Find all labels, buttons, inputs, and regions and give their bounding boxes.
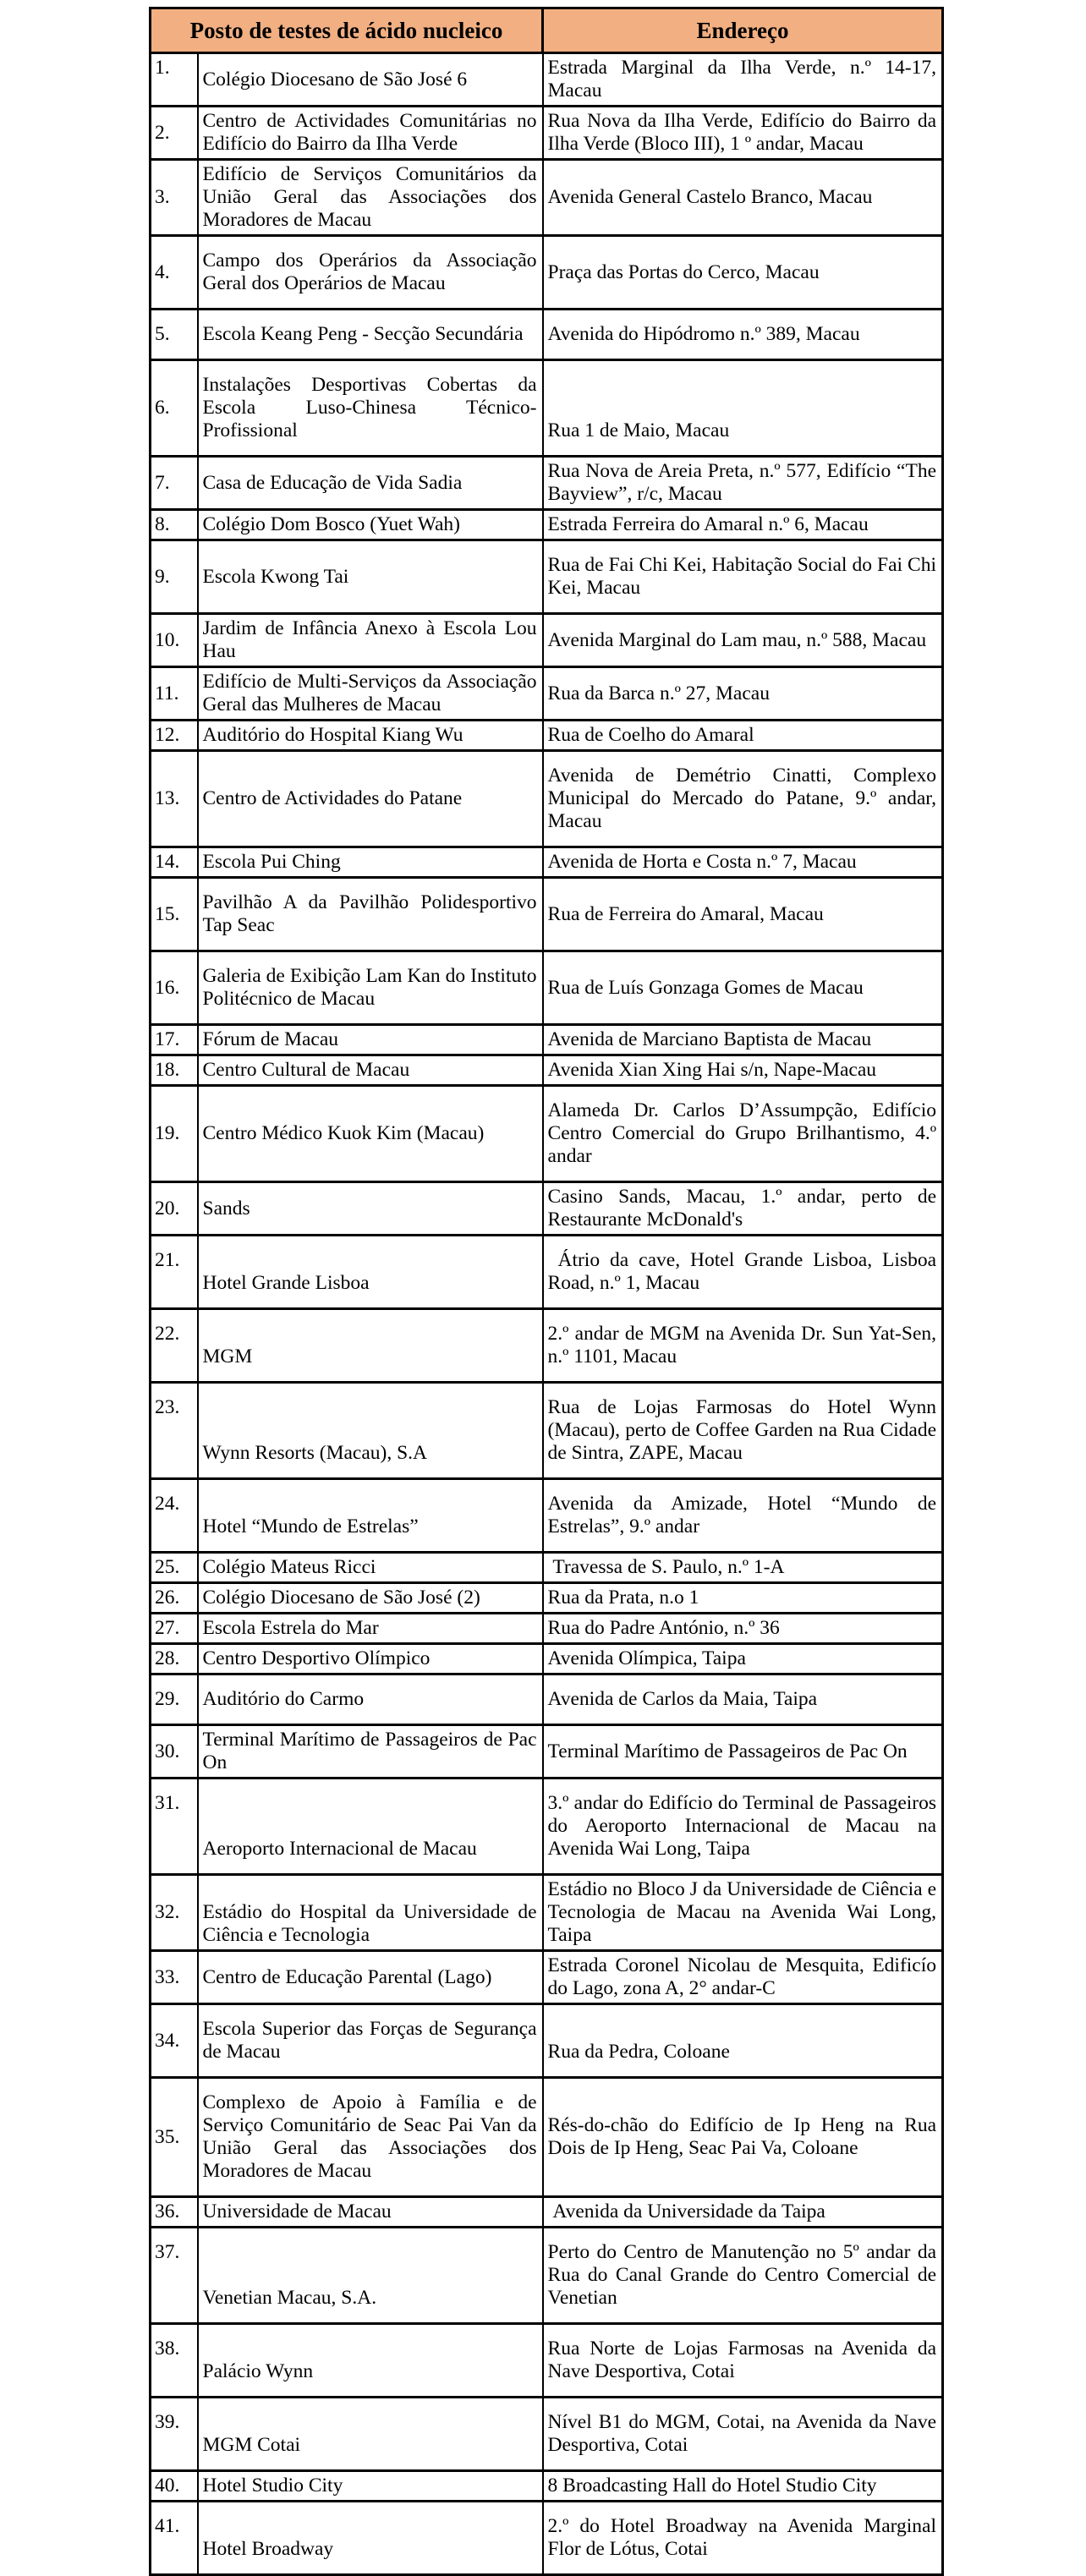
table-row [151,667,943,721]
table-row [151,1674,943,1725]
table-row [151,1025,943,1055]
row-number-cell: 21. [151,1236,198,1309]
address-cell: Rua de Ferreira do Amaral, Macau [543,878,943,951]
address-cell: Avenida de Horta e Costa n.º 7, Macau [543,847,943,878]
row-number-cell: 19. [151,1086,198,1182]
row-number-cell: 10. [151,614,198,667]
post-name-cell: Galeria de Exibição Lam Kan do Instituto Politécnico de Macau [198,951,543,1025]
row-number-cell: 9. [151,540,198,614]
table-body [151,53,943,2575]
row-number-cell: 30. [151,1725,198,1779]
post-name-cell: Colégio Dom Bosco (Yuet Wah) [198,510,543,540]
row-number-cell: 16. [151,951,198,1025]
row-number-cell: 4. [151,236,198,310]
address-cell: Praça das Portas do Cerco, Macau [543,236,943,310]
row-number-cell: 18. [151,1055,198,1086]
row-number-cell: 12. [151,721,198,751]
table-row [151,1182,943,1236]
post-name-cell: Estádio do Hospital da Universidade de Ciência e Tecnologia [198,1875,543,1951]
table-row [151,1779,943,1875]
table-row [151,1725,943,1779]
table-row [151,53,943,107]
post-name-cell: Colégio Diocesano de São José 6 [198,53,543,107]
address-cell: Rua Nova de Areia Preta, n.º 577, Edifício “The Bayview”, r/c, Macau [543,457,943,510]
row-number-cell: 39. [151,2398,198,2471]
table-row [151,1479,943,1553]
address-cell: 3.º andar do Edifício do Terminal de Passageiros do Aeroporto Internacional de Macau na Avenida Wai Long, Taipa [543,1779,943,1875]
row-number-cell: 20. [151,1182,198,1236]
row-number-cell: 35. [151,2078,198,2197]
row-number-cell: 7. [151,457,198,510]
row-number-cell: 22. [151,1309,198,1383]
post-name-cell: Auditório do Carmo [198,1674,543,1725]
address-cell: Rua da Pedra, Coloane [543,2004,943,2078]
row-number-cell: 40. [151,2471,198,2502]
row-number-cell: 37. [151,2228,198,2324]
table-row [151,614,943,667]
post-name-cell: Venetian Macau, S.A. [198,2228,543,2324]
post-name-cell: Centro Cultural de Macau [198,1055,543,1086]
table-row [151,1236,943,1309]
post-column-header: Posto de testes de ácido nucleico [151,8,543,53]
row-number-cell: 32. [151,1875,198,1951]
table-row [151,1614,943,1644]
address-cell: 8 Broadcasting Hall do Hotel Studio City [543,2471,943,2502]
table-row [151,1553,943,1583]
row-number-cell: 6. [151,360,198,457]
post-name-cell: Wynn Resorts (Macau), S.A [198,1383,543,1479]
post-name-cell: Colégio Mateus Ricci [198,1553,543,1583]
post-name-cell: Centro de Actividades Comunitárias no Edifício do Bairro da Ilha Verde [198,107,543,160]
table-row [151,2471,943,2502]
post-name-cell: Universidade de Macau [198,2197,543,2228]
address-cell: Avenida Xian Xing Hai s/n, Nape-Macau [543,1055,943,1086]
address-cell: Avenida da Amizade, Hotel “Mundo de Estrelas”, 9.º andar [543,1479,943,1553]
row-number-cell: 33. [151,1951,198,2004]
post-name-cell: Hotel “Mundo de Estrelas” [198,1479,543,1553]
address-cell: Estrada Marginal da Ilha Verde, n.º 14-17, Macau [543,53,943,107]
table-row [151,1644,943,1674]
post-name-cell: Escola Estrela do Mar [198,1614,543,1644]
table-row [151,878,943,951]
address-cell: Rua do Padre António, n.º 36 [543,1614,943,1644]
row-number-cell: 2. [151,107,198,160]
row-number-cell: 27. [151,1614,198,1644]
table-row [151,2398,943,2471]
address-cell: Rua de Coelho do Amaral [543,721,943,751]
table-row [151,2078,943,2197]
address-cell: Perto do Centro de Manutenção no 5º andar da Rua do Canal Grande do Centro Comercial de Venetian [543,2228,943,2324]
table-row [151,1875,943,1951]
row-number-cell: 36. [151,2197,198,2228]
post-name-cell: Colégio Diocesano de São José (2) [198,1583,543,1614]
post-name-cell: Jardim de Infância Anexo à Escola Lou Hau [198,614,543,667]
post-name-cell: Pavilhão A da Pavilhão Polidesportivo Tap Seac [198,878,543,951]
row-number-cell: 13. [151,751,198,847]
post-name-cell: Campo dos Operários da Associação Geral dos Operários de Macau [198,236,543,310]
address-cell: Avenida de Carlos da Maia, Taipa [543,1674,943,1725]
row-number-cell: 15. [151,878,198,951]
address-cell: Travessa de S. Paulo, n.º 1-A [543,1553,943,1583]
address-cell: Avenida General Castelo Branco, Macau [543,160,943,236]
post-name-cell: Edifício de Multi-Serviços da Associação Geral das Mulheres de Macau [198,667,543,721]
post-name-cell: Complexo de Apoio à Família e de Serviço Comunitário de Seac Pai Van da União Geral das Associações dos Moradores de Macau [198,2078,543,2197]
post-name-cell: Centro Médico Kuok Kim (Macau) [198,1086,543,1182]
nucleic-acid-test-posts-table [149,7,944,2576]
table-row [151,107,943,160]
row-number-cell: 41. [151,2502,198,2575]
address-cell: Avenida de Marciano Baptista de Macau [543,1025,943,1055]
table-row [151,2228,943,2324]
address-cell: Rua de Fai Chi Kei, Habitação Social do Fai Chi Kei, Macau [543,540,943,614]
address-cell: Nível B1 do MGM, Cotai, na Avenida da Nave Desportiva, Cotai [543,2398,943,2471]
address-cell: Avenida Marginal do Lam mau, n.º 588, Macau [543,614,943,667]
address-cell: Rua da Prata, n.o 1 [543,1583,943,1614]
address-cell: Casino Sands, Macau, 1.º andar, perto de Restaurante McDonald's [543,1182,943,1236]
row-number-cell: 25. [151,1553,198,1583]
table-row [151,1086,943,1182]
address-cell: Avenida de Demétrio Cinatti, Complexo Municipal do Mercado do Patane, 9.º andar, Macau [543,751,943,847]
address-cell: Estrada Coronel Nicolau de Mesquita, Edificío do Lago, zona A, 2° andar-C [543,1951,943,2004]
address-cell: Avenida da Universidade da Taipa [543,2197,943,2228]
post-name-cell: Hotel Grande Lisboa [198,1236,543,1309]
post-name-cell: Hotel Studio City [198,2471,543,2502]
table-row [151,2324,943,2398]
table-row [151,160,943,236]
post-name-cell: Centro Desportivo Olímpico [198,1644,543,1674]
address-cell: Rua de Luís Gonzaga Gomes de Macau [543,951,943,1025]
address-cell: Átrio da cave, Hotel Grande Lisboa, Lisboa Road, n.º 1, Macau [543,1236,943,1309]
row-number-cell: 17. [151,1025,198,1055]
post-name-cell: Escola Superior das Forças de Segurança de Macau [198,2004,543,2078]
address-cell: Rua da Barca n.º 27, Macau [543,667,943,721]
table-row [151,1383,943,1479]
table-row [151,2502,943,2575]
address-cell: Rua 1 de Maio, Macau [543,360,943,457]
table-row [151,510,943,540]
row-number-cell: 23. [151,1383,198,1479]
address-cell: 2.º andar de MGM na Avenida Dr. Sun Yat-Sen, n.º 1101, Macau [543,1309,943,1383]
post-name-cell: Edifício de Serviços Comunitários da União Geral das Associações dos Moradores de Macau [198,160,543,236]
table-row [151,847,943,878]
row-number-cell: 29. [151,1674,198,1725]
post-name-cell: MGM [198,1309,543,1383]
table-row [151,951,943,1025]
row-number-cell: 31. [151,1779,198,1875]
address-cell: Estrada Ferreira do Amaral n.º 6, Macau [543,510,943,540]
address-column-header: Endereço [543,8,943,53]
address-cell: Estádio no Bloco J da Universidade de Ciência e Tecnologia de Macau na Avenida Wai Long, Taipa [543,1875,943,1951]
address-cell: Rua Nova da Ilha Verde, Edifício do Bairro da Ilha Verde (Bloco III), 1 º andar, Macau [543,107,943,160]
row-number-cell: 26. [151,1583,198,1614]
table-row [151,360,943,457]
post-name-cell: MGM Cotai [198,2398,543,2471]
post-name-cell: Casa de Educação de Vida Sadia [198,457,543,510]
table-row [151,1951,943,2004]
table-row [151,1309,943,1383]
post-name-cell: Centro de Actividades do Patane [198,751,543,847]
row-number-cell: 14. [151,847,198,878]
row-number-cell: 38. [151,2324,198,2398]
address-cell: Rua Norte de Lojas Farmosas na Avenida da Nave Desportiva, Cotai [543,2324,943,2398]
post-name-cell: Escola Keang Peng - Secção Secundária [198,310,543,360]
post-name-cell: Fórum de Macau [198,1025,543,1055]
table-row [151,721,943,751]
table-header [151,8,943,53]
table-row [151,2197,943,2228]
address-cell: Rua de Lojas Farmosas do Hotel Wynn (Macau), perto de Coffee Garden na Rua Cidade de Sintra, ZAPE, Macau [543,1383,943,1479]
header-row [151,8,943,53]
address-cell: 2.º do Hotel Broadway na Avenida Marginal Flor de Lótus, Cotai [543,2502,943,2575]
address-cell: Alameda Dr. Carlos D’Assumpção, Edifício Centro Comercial do Grupo Brilhantismo, 4.º andar [543,1086,943,1182]
row-number-cell: 11. [151,667,198,721]
post-name-cell: Terminal Marítimo de Passageiros de Pac On [198,1725,543,1779]
post-name-cell: Hotel Broadway [198,2502,543,2575]
row-number-cell: 1. [151,53,198,107]
row-number-cell: 5. [151,310,198,360]
post-name-cell: Auditório do Hospital Kiang Wu [198,721,543,751]
table-row [151,540,943,614]
table-row [151,1055,943,1086]
table-row [151,1583,943,1614]
address-cell: Avenida do Hipódromo n.º 389, Macau [543,310,943,360]
address-cell: Terminal Marítimo de Passageiros de Pac On [543,1725,943,1779]
post-name-cell: Sands [198,1182,543,1236]
table-row [151,2004,943,2078]
row-number-cell: 24. [151,1479,198,1553]
row-number-cell: 34. [151,2004,198,2078]
post-name-cell: Palácio Wynn [198,2324,543,2398]
row-number-cell: 8. [151,510,198,540]
table-row [151,236,943,310]
post-name-cell: Escola Pui Ching [198,847,543,878]
table-row [151,751,943,847]
address-cell: Rés-do-chão do Edifício de Ip Heng na Rua Dois de Ip Heng, Seac Pai Va, Coloane [543,2078,943,2197]
table-row [151,310,943,360]
row-number-cell: 28. [151,1644,198,1674]
post-name-cell: Escola Kwong Tai [198,540,543,614]
document-page [149,7,941,2576]
post-name-cell: Centro de Educação Parental (Lago) [198,1951,543,2004]
post-name-cell: Instalações Desportivas Cobertas da Escola Luso-Chinesa Técnico-Profissional [198,360,543,457]
row-number-cell: 3. [151,160,198,236]
address-cell: Avenida Olímpica, Taipa [543,1644,943,1674]
table-row [151,457,943,510]
post-name-cell: Aeroporto Internacional de Macau [198,1779,543,1875]
